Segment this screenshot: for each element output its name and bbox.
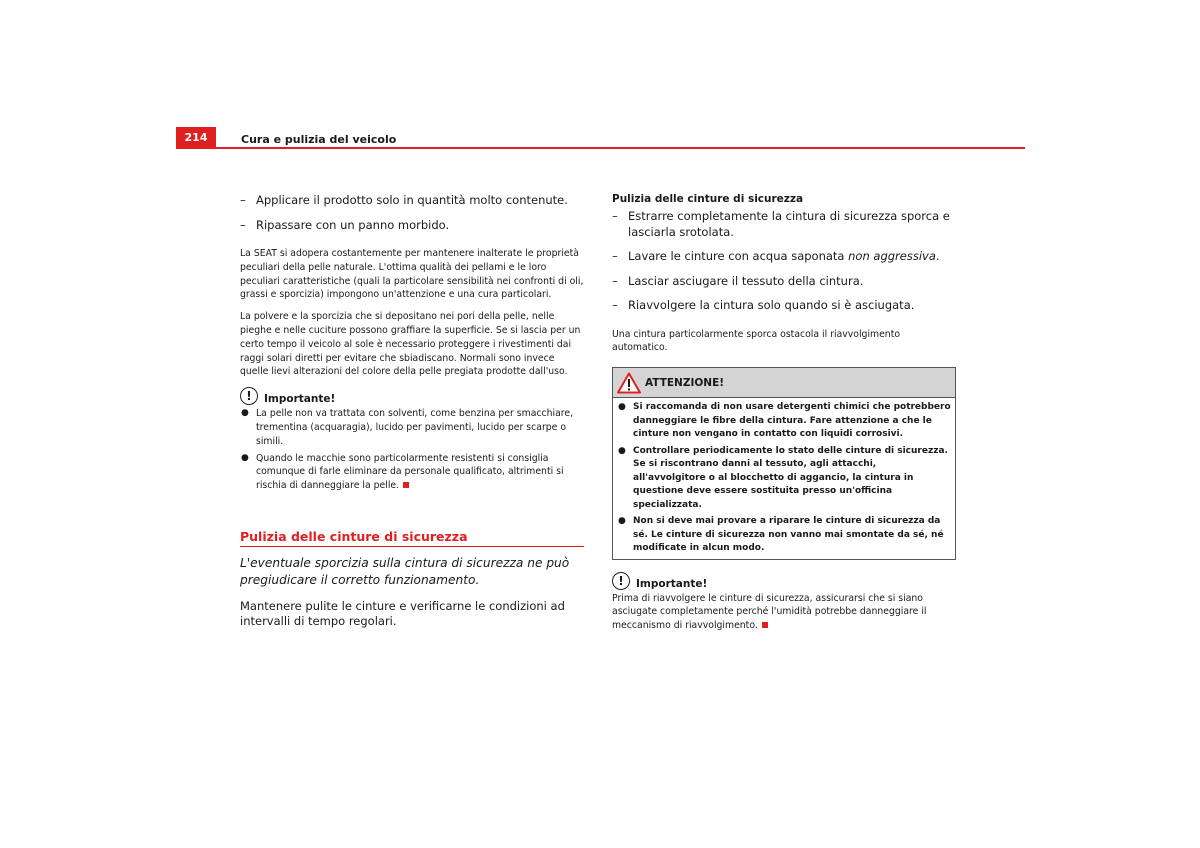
list-item: – Estrarre completamente la cintura di sicurezza sporca e lasciarla srotolata. xyxy=(612,209,950,239)
chapter-title: Cura e pulizia del veicolo xyxy=(241,133,397,146)
paragraph: Una cintura particolarmente sporca ostacola il riavvolgimento automatico. xyxy=(612,328,901,354)
list-item-text: Ripassare con un panno morbido. xyxy=(256,217,450,232)
list-item-text: La pelle non va trattata con solventi, come benzina per smacchiare, trementina (acquaragia), lucido per pavimenti, lucido per scarpe o simili. xyxy=(256,408,574,447)
right-column xyxy=(612,193,956,641)
end-marker-icon xyxy=(403,482,409,488)
list-item-text: Estrarre completamente la cintura di sicurezza sporca e lasciarla srotolata. xyxy=(628,209,950,239)
warning-body xyxy=(613,398,955,556)
important-title: Importante! xyxy=(264,393,336,406)
list-item: – Ripassare con un panno morbido. xyxy=(240,217,450,232)
important-note-header xyxy=(240,387,584,405)
exclamation-circle-icon: ! xyxy=(612,572,630,590)
end-marker-icon xyxy=(762,622,768,628)
warning-title: ATTENZIONE! xyxy=(645,376,725,389)
list-item-text: Quando le macchie sono particolarmente resistenti si consiglia comunque di farle eliminare da personale qualificato, altrimenti si rischia di danneggiare la pelle. xyxy=(256,452,564,492)
section-title: Pulizia delle cinture di sicurezza xyxy=(240,529,584,547)
important-text: Prima di riavvolgere le cinture di sicurezza, assicurarsi che si siano asciugate completamente perché l'umidità potrebbe danneggiare il meccanismo di riavvolgimento. xyxy=(612,592,927,632)
list-item: ● Non si deve mai provare a riparare le cinture di sicurezza da sé. Le cinture di sicurezza non vanno mai smontate da sé, né modificate in alcun modo. xyxy=(618,516,944,554)
list-item: ● Si raccomanda di non usare detergenti chimici che potrebbero danneggiare le fibre della cintura. Fare attenzione a che le cinture non vengano in contatto con liquidi corrosivi. xyxy=(618,402,951,440)
paragraph: La SEAT si adopera costantemente per mantenere inalterate le proprietà peculiari della pelle naturale. L'ottima qualità dei pellami e le loro peculiari caratteristiche (quali la particolare sensibilità nei confronti di oli, grassi e sporcizia) impongono un'attenzione e una cura particolari. xyxy=(240,248,584,301)
paragraph: Mantenere pulite le cinture e verificarne le condizioni ad intervalli di tempo regolari. xyxy=(240,598,565,629)
left-column xyxy=(240,193,584,630)
list-item-text: Si raccomanda di non usare detergenti chimici che potrebbero danneggiare le fibre della cintura. Fare attenzione a che le cinture non vengano in contatto con liquidi corrosivi. xyxy=(633,402,951,440)
exclamation-circle-icon: ! xyxy=(240,387,258,405)
page-number: 214 xyxy=(176,127,216,149)
warning-header xyxy=(613,368,955,398)
lead-paragraph: L'eventuale sporcizia sulla cintura di sicurezza ne può pregiudicare il corretto funzionamento. xyxy=(240,555,570,587)
list-item-text: Controllare periodicamente lo stato delle cinture di sicurezza. Se si riscontrano danni al tessuto, agli attacchi, all'avvolgitore o al blocchetto di aggancio, la cintura in questione deve essere sostituita presso un'officina specializzata. xyxy=(633,445,948,510)
list-item: – Applicare il prodotto solo in quantità molto contenute. xyxy=(240,193,568,207)
warning-box xyxy=(612,367,956,560)
list-item-text: Non si deve mai provare a riparare le cinture di sicurezza da sé. Le cinture di sicurezza non vanno mai smontate da sé, né modificate in alcun modo. xyxy=(633,516,944,554)
list-item: ● Controllare periodicamente lo stato delle cinture di sicurezza. Se si riscontrano danni al tessuto, agli attacchi, all'avvolgitore o al blocchetto di aggancio, la cintura in questione deve essere sostituita presso un'officina specializzata. xyxy=(618,445,948,510)
list-item: ● Quando le macchie sono particolarmente resistenti si consiglia comunque di farle eliminare da personale qualificato, altrimenti si rischia di danneggiare la pelle. xyxy=(241,452,564,492)
header-divider xyxy=(216,147,1025,149)
list-item-text: Lavare le cinture con acqua saponata non aggressiva. xyxy=(628,249,940,263)
warning-triangle-icon xyxy=(617,372,641,394)
important-title: Importante! xyxy=(636,577,708,590)
paragraph: La polvere e la sporcizia che si depositano nei pori della pelle, nelle pieghe e nelle cuciture possono graffiare la superficie. Se si lascia per un certo tempo il veicolo al sole è necessario proteggere i rivestimenti dai raggi solari diretti per evitare che sbiadiscano. Normali sono invece quelle lievi alterazioni del colore della pelle pregiata prodotte dall'uso. xyxy=(240,311,581,378)
list-item-text: Applicare il prodotto solo in quantità molto contenute. xyxy=(256,193,568,207)
subsection-title: Pulizia delle cinture di sicurezza xyxy=(612,193,804,205)
list-item: – Lasciar asciugare il tessuto della cintura. xyxy=(612,273,864,288)
list-item: ● La pelle non va trattata con solventi, come benzina per smacchiare, trementina (acquaragia), lucido per pavimenti, lucido per scarpe o simili. xyxy=(241,408,574,447)
list-item-text: Riavvolgere la cintura solo quando si è asciugata. xyxy=(628,298,915,312)
list-item-text: Lasciar asciugare il tessuto della cintura. xyxy=(628,273,864,288)
list-item: – Lavare le cinture con acqua saponata non aggressiva. xyxy=(612,249,940,263)
important-note-header xyxy=(612,572,956,590)
paragraph xyxy=(612,592,956,633)
list-item: – Riavvolgere la cintura solo quando si è asciugata. xyxy=(612,298,915,312)
